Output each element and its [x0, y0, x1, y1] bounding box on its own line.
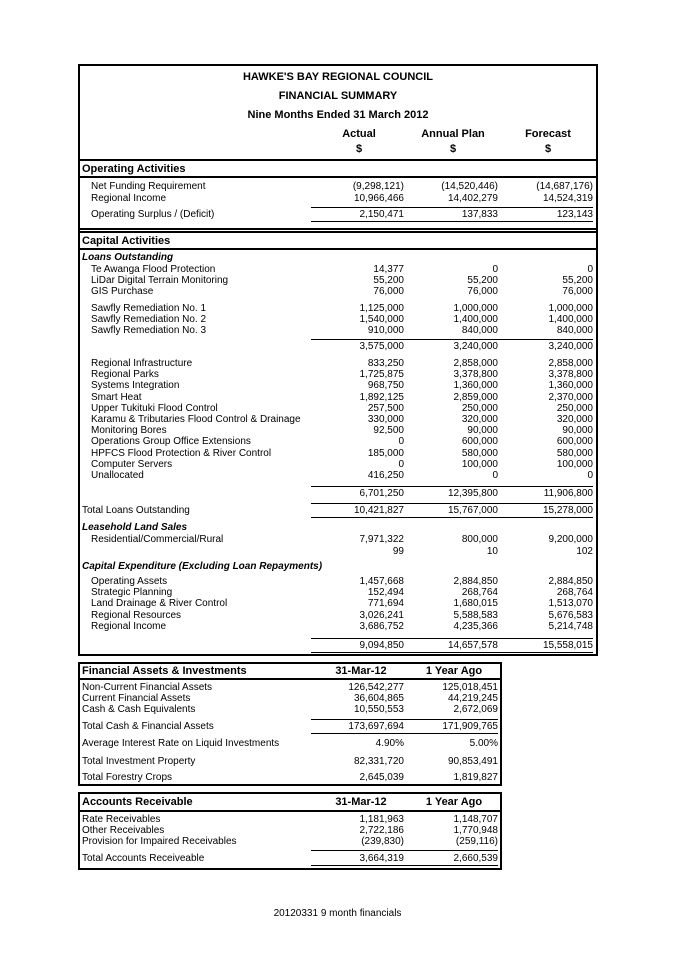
ar-header-rule: [78, 810, 502, 812]
ar-title: Accounts Receivable: [82, 796, 193, 808]
total-loans-label: Total Loans Outstanding: [82, 505, 190, 516]
subtotal2-actual: 6,701,250: [359, 488, 404, 499]
row-label: Unallocated: [91, 470, 144, 481]
subtotal1-actual: 3,575,000: [359, 341, 404, 352]
fa-total-label: Total Cash & Financial Assets: [82, 721, 214, 732]
col-plan-header: Annual Plan: [421, 128, 485, 140]
cell-forecast: 600,000: [556, 436, 593, 448]
cell-v2: 1,770,948: [453, 825, 498, 837]
operating-top-rule: [78, 159, 598, 161]
capex-total-plan: 14,657,578: [447, 640, 498, 651]
cell-v2: 125,018,451: [442, 682, 498, 693]
fa-interest-label: Average Interest Rate on Liquid Investments: [82, 738, 280, 749]
cell-forecast: 5,676,583: [548, 609, 593, 621]
subtotal1-rule: [311, 339, 593, 340]
col-forecast-header: Forecast: [525, 128, 571, 140]
cell-v2: 2,672,069: [453, 704, 498, 716]
capex-bottom-rule: [311, 652, 593, 653]
cell-plan: 2,858,000: [453, 358, 498, 369]
subtotal1-forecast: 3,240,000: [548, 341, 593, 352]
fa-forestry-v2: 1,819,827: [453, 772, 498, 783]
cell-actual: 771,694: [367, 598, 404, 610]
leasehold-title: Leasehold Land Sales: [82, 522, 188, 533]
row-label: Monitoring Bores: [91, 425, 167, 437]
cell-actual: 0: [398, 436, 404, 448]
row-label: Systems Integration: [91, 380, 180, 392]
cell-forecast: 2,370,000: [548, 391, 593, 403]
capex-title: Capital Expenditure (Excluding Loan Repayments): [82, 561, 323, 572]
cell-forecast: 268,764: [556, 587, 593, 599]
fa-property-v1: 82,331,720: [353, 756, 404, 767]
cell-forecast: 250,000: [556, 402, 593, 414]
row-label: Computer Servers: [91, 458, 173, 470]
cell-actual: 910,000: [367, 325, 404, 337]
subtotal1-plan: 3,240,000: [453, 341, 498, 352]
row-label: Te Awanga Flood Protection: [91, 264, 216, 275]
row-label: Sawfly Remediation No. 2: [91, 314, 207, 326]
fa-col2-header: 1 Year Ago: [425, 665, 483, 677]
report-title: FINANCIAL SUMMARY: [278, 90, 398, 102]
ar-total-v2: 2,660,539: [453, 853, 498, 864]
row-label: Land Drainage & River Control: [91, 598, 228, 610]
fa-forestry-v1: 2,645,039: [359, 772, 404, 783]
leasehold-forecast: 9,200,000: [548, 534, 593, 545]
cell-plan: 1,400,000: [453, 314, 498, 326]
operating-sum-rule: [311, 207, 593, 208]
row-label: LiDar Digital Terrain Monitoring: [91, 275, 229, 287]
operating-total-actual: 2,150,471: [359, 209, 404, 220]
operating-total-forecast: 123,143: [556, 209, 593, 220]
total-loans-plan: 15,767,000: [447, 505, 498, 516]
cell-forecast: 1,000,000: [548, 303, 593, 314]
row-label: Current Financial Assets: [82, 693, 191, 705]
row-label: Net Funding Requirement: [91, 181, 206, 192]
fa-interest-v1: 4.90%: [375, 738, 404, 749]
row-label: Rate Receivables: [82, 814, 161, 825]
col-plan-currency: $: [449, 143, 457, 155]
capital-title-rule: [78, 248, 598, 250]
cell-plan: 250,000: [461, 402, 498, 414]
cell-plan: 100,000: [461, 458, 498, 470]
leasehold-label: Residential/Commercial/Rural: [91, 534, 224, 545]
capex-total-forecast: 15,558,015: [542, 640, 593, 651]
cell-actual: 257,500: [367, 402, 404, 414]
leasehold-count-forecast: 102: [576, 546, 593, 557]
cell-forecast: 840,000: [556, 325, 593, 337]
fa-total-v2: 171,909,765: [442, 721, 498, 732]
cell-plan: 55,200: [467, 275, 498, 287]
total-loans-actual: 10,421,827: [353, 505, 404, 516]
row-label: Cash & Cash Equivalents: [82, 704, 196, 716]
fa-forestry-label: Total Forestry Crops: [82, 772, 173, 783]
cell-forecast: 320,000: [556, 414, 593, 425]
capex-total-actual: 9,094,850: [359, 640, 404, 651]
cell-actual: 10,966,466: [353, 193, 404, 204]
cell-plan: 3,378,800: [453, 369, 498, 381]
fa-total-top-rule: [311, 719, 498, 720]
operating-title: Operating Activities: [82, 163, 186, 175]
subtotal2-rule: [311, 486, 593, 487]
cell-forecast: 0: [587, 470, 593, 481]
cell-plan: 1,000,000: [453, 303, 498, 314]
row-label: Operating Assets: [91, 576, 168, 587]
row-label: GIS Purchase: [91, 286, 154, 298]
cell-actual: 833,250: [367, 358, 404, 369]
cell-actual: (9,298,121): [352, 181, 404, 192]
cell-actual: 185,000: [367, 447, 404, 459]
cell-actual: 1,125,000: [359, 303, 404, 314]
row-label: Non-Current Financial Assets: [82, 682, 213, 693]
cell-actual: 968,750: [367, 380, 404, 392]
operating-title-rule: [78, 176, 598, 178]
cell-plan: 76,000: [467, 286, 498, 298]
cell-actual: 416,250: [367, 470, 404, 481]
cell-v1: 10,550,553: [353, 704, 404, 716]
operating-total-label: Operating Surplus / (Deficit): [91, 209, 215, 220]
cell-forecast: 14,524,319: [542, 193, 593, 204]
row-label: Sawfly Remediation No. 3: [91, 325, 207, 337]
row-label: Karamu & Tributaries Flood Control & Drainage: [91, 414, 301, 425]
cell-plan: 580,000: [461, 447, 498, 459]
col-forecast-currency: $: [544, 143, 552, 155]
cell-forecast: 2,884,850: [548, 576, 593, 587]
cell-forecast: 100,000: [556, 458, 593, 470]
ar-total-v1: 3,664,319: [359, 853, 404, 864]
operating-total-plan: 137,833: [461, 209, 498, 220]
cell-forecast: (14,687,176): [536, 181, 593, 192]
row-label: Strategic Planning: [91, 587, 173, 599]
cell-actual: 152,494: [367, 587, 404, 599]
row-label: Upper Tukituki Flood Control: [91, 402, 218, 414]
cell-forecast: 90,000: [562, 425, 593, 437]
cell-plan: 4,235,366: [453, 620, 498, 632]
cell-actual: 14,377: [373, 264, 404, 275]
ar-col2-header: 1 Year Ago: [425, 796, 483, 808]
cell-v1: 36,604,865: [353, 693, 404, 705]
cell-plan: 0: [492, 264, 498, 275]
cell-plan: 1,680,015: [453, 598, 498, 610]
capital-title: Capital Activities: [82, 235, 171, 247]
col-actual-header: Actual: [342, 128, 376, 140]
cell-forecast: 0: [587, 264, 593, 275]
row-label: Operations Group Office Extensions: [91, 436, 251, 448]
leasehold-plan: 800,000: [461, 534, 498, 545]
capital-top-rule-a: [78, 228, 598, 230]
footer-note: 20120331 9 month financials: [273, 908, 402, 919]
cell-forecast: 1,400,000: [548, 314, 593, 326]
cell-plan: 840,000: [461, 325, 498, 337]
cell-v1: 1,181,963: [359, 814, 404, 825]
ar-total-label: Total Accounts Receiveable: [82, 853, 205, 864]
ar-col1-header: 31-Mar-12: [335, 796, 387, 808]
cell-forecast: 1,513,070: [548, 598, 593, 610]
cell-plan: 1,360,000: [453, 380, 498, 392]
cell-actual: 76,000: [373, 286, 404, 298]
col-actual-currency: $: [355, 143, 363, 155]
cell-forecast: 1,360,000: [548, 380, 593, 392]
cell-plan: 268,764: [461, 587, 498, 599]
subtotal2-forecast: 11,906,800: [543, 488, 593, 499]
cell-v1: 126,542,277: [348, 682, 404, 693]
subtotal2-plan: 12,395,800: [447, 488, 498, 499]
cell-forecast: 55,200: [562, 275, 593, 287]
fa-col1-header: 31-Mar-12: [335, 665, 387, 677]
fa-total-v1: 173,697,694: [348, 721, 404, 732]
loans-title: Loans Outstanding: [82, 252, 174, 263]
row-label: Smart Heat: [91, 391, 142, 403]
cell-actual: 55,200: [373, 275, 404, 287]
cell-actual: 330,000: [367, 414, 404, 425]
fa-property-v2: 90,853,491: [447, 756, 498, 767]
cell-actual: 3,026,241: [359, 609, 404, 621]
cell-actual: 1,457,668: [359, 576, 404, 587]
fa-property-label: Total Investment Property: [82, 756, 196, 767]
capex-top-rule: [311, 638, 593, 639]
cell-plan: 320,000: [461, 414, 498, 425]
row-label: Regional Infrastructure: [91, 358, 193, 369]
cell-forecast: 580,000: [556, 447, 593, 459]
cell-plan: 90,000: [467, 425, 498, 437]
cell-v1: 2,722,186: [359, 825, 404, 837]
cell-plan: 2,884,850: [453, 576, 498, 587]
cell-actual: 92,500: [373, 425, 404, 437]
total-loans-bottom-rule: [311, 517, 593, 518]
cell-v1: (239,830): [361, 836, 404, 848]
cell-forecast: 76,000: [562, 286, 593, 298]
operating-total-rule: [311, 221, 593, 222]
cell-plan: 0: [492, 470, 498, 481]
row-label: Regional Income: [91, 620, 167, 632]
report-period: Nine Months Ended 31 March 2012: [247, 109, 429, 121]
fa-interest-v2: 5.00%: [469, 738, 498, 749]
total-loans-forecast: 15,278,000: [542, 505, 593, 516]
cell-plan: 5,588,583: [453, 609, 498, 621]
cell-actual: 1,540,000: [359, 314, 404, 326]
cell-v2: 1,148,707: [453, 814, 498, 825]
cell-plan: (14,520,446): [441, 181, 498, 192]
ar-total-top-rule: [311, 850, 498, 851]
leasehold-count-actual: 99: [392, 546, 404, 557]
cell-forecast: 2,858,000: [548, 358, 593, 369]
cell-forecast: 5,214,748: [548, 620, 593, 632]
fa-header-rule: [78, 678, 502, 680]
row-label: Regional Resources: [91, 609, 182, 621]
cell-plan: 14,402,279: [447, 193, 498, 204]
cell-actual: 3,686,752: [359, 620, 404, 632]
fa-title: Financial Assets & Investments: [82, 665, 247, 677]
cell-actual: 1,725,875: [359, 369, 404, 381]
leasehold-count-plan: 10: [486, 546, 498, 557]
cell-plan: 2,859,000: [453, 391, 498, 403]
cell-v2: (259,116): [455, 836, 498, 848]
capital-top-rule-b: [78, 231, 598, 233]
cell-v2: 44,219,245: [447, 693, 498, 705]
ar-total-bottom-rule: [311, 865, 498, 866]
row-label: HPFCS Flood Protection & River Control: [91, 447, 272, 459]
row-label: Regional Income: [91, 193, 167, 204]
total-loans-top-rule: [311, 503, 593, 504]
cell-actual: 0: [398, 458, 404, 470]
cell-actual: 1,892,125: [359, 391, 404, 403]
row-label: Regional Parks: [91, 369, 159, 381]
fa-total-bottom-rule: [311, 733, 498, 734]
cell-forecast: 3,378,800: [548, 369, 593, 381]
row-label: Other Receivables: [82, 825, 165, 837]
leasehold-actual: 7,971,322: [359, 534, 404, 545]
cell-plan: 600,000: [461, 436, 498, 448]
row-label: Provision for Impaired Receivables: [82, 836, 237, 848]
org-title: HAWKE'S BAY REGIONAL COUNCIL: [242, 71, 434, 83]
row-label: Sawfly Remediation No. 1: [91, 303, 207, 314]
